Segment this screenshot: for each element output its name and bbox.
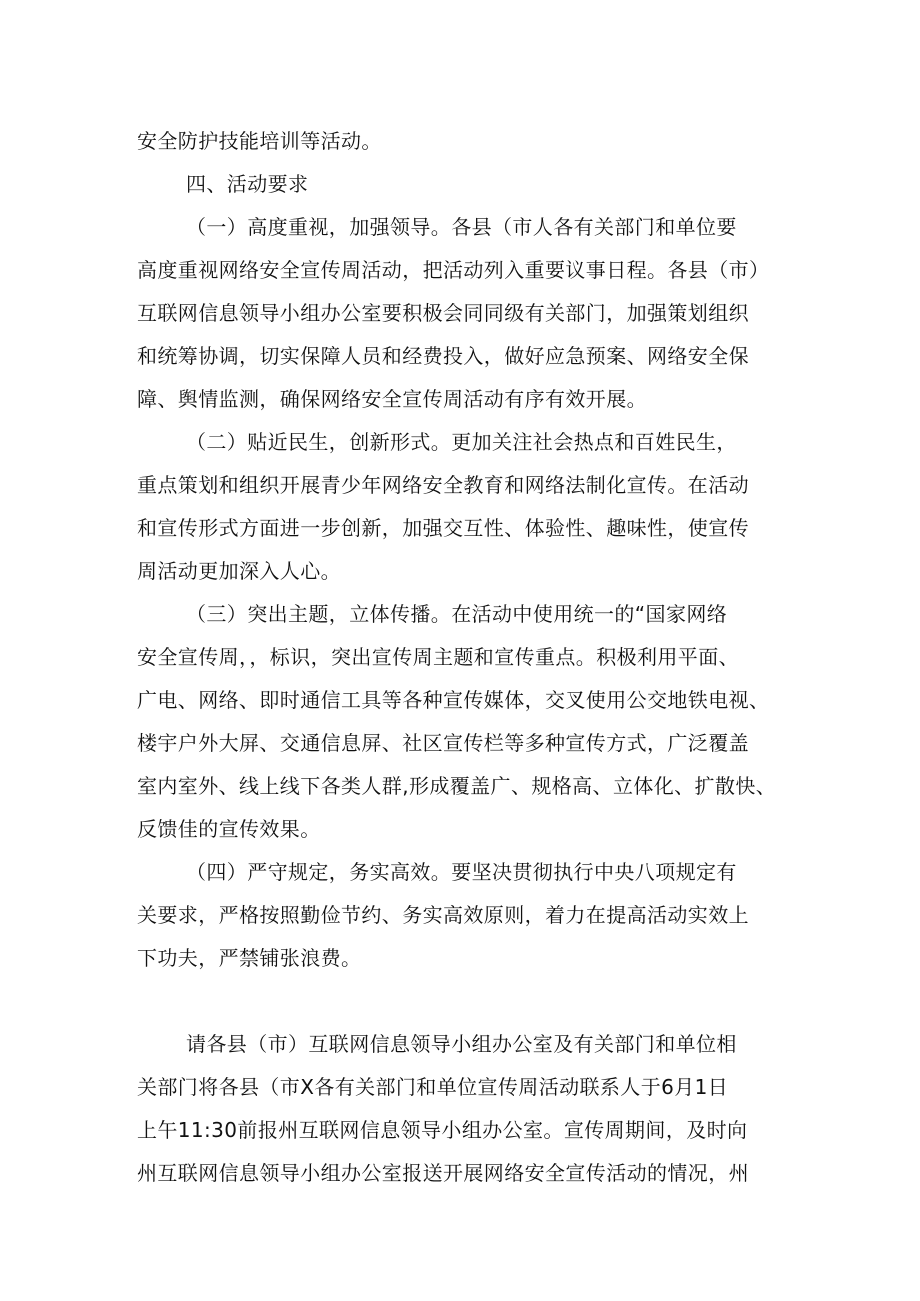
text-line: 安全宣传周，，标识，突出宣传周主题和宣传重点。积极利用平面、 — [137, 645, 739, 669]
text-line: 请各县（市）互联网信息领导小组办公室及有关部门和单位相 — [186, 1032, 737, 1056]
text-line: 关部门将各县（市X各有关部门和单位宣传周活动联系人于6月1日 — [137, 1075, 729, 1099]
text-line: （一）高度重视，加强领导。各县（市人各有关部门和单位要 — [186, 215, 737, 239]
text-line: 周活动更加深入人心。 — [137, 559, 341, 583]
text-line: （四）严守规定，务实高效。要坚决贯彻执行中央八项规定有 — [186, 860, 737, 884]
text-line: （二）贴近民生，创新形式。更加关注社会热点和百姓民生， — [186, 430, 737, 454]
text-line: 州互联网信息领导小组办公室报送开展网络安全宣传活动的情况，州 — [137, 1161, 749, 1185]
text-line: 楼宇户外大屏、交通信息屏、社区宣传栏等多种宣传方式，广泛覆盖 — [137, 731, 749, 755]
section-heading: 四、活动要求 — [186, 172, 309, 196]
text-line: 关要求，严格按照勤俭节约、务实高效原则，着力在提高活动实效上 — [137, 903, 749, 927]
text-line: 和统筹协调，切实保障人员和经费投入，做好应急预案、网络安全保 — [137, 344, 749, 368]
text-line: 重点策划和组织开展青少年网络安全教育和网络法制化宣传。在活动 — [137, 473, 749, 497]
text-line: 广电、网络、即时通信工具等各种宣传媒体，交叉使用公交地铁电视、 — [137, 688, 770, 712]
text-line: （三）突出主题，立体传播。在活动中使用统一的“国家网络 — [186, 602, 728, 626]
text-line: 反馈佳的宣传效果。 — [137, 817, 321, 841]
text-line: 室内室外、线上线下各类人群,形成覆盖广、规格高、立体化、扩散快、 — [137, 774, 777, 798]
text-line: 障、舆情监测，确保网络安全宣传周活动有序有效开展。 — [137, 387, 647, 411]
text-line: 下功夫，严禁铺张浪费。 — [137, 946, 362, 970]
text-line: 互联网信息领导小组办公室要积极会同同级有关部门，加强策划组织 — [137, 301, 749, 325]
text-line: 高度重视网络安全宣传周活动，把活动列入重要议事日程。各县（市） — [137, 258, 770, 282]
text-line: 和宣传形式方面进一步创新，加强交互性、体验性、趣味性，使宣传 — [137, 516, 749, 540]
text-line: 上午11:30前报州互联网信息领导小组办公室。宣传周期间，及时向 — [137, 1118, 748, 1142]
text-line: 安全防护技能培训等活动。 — [137, 129, 382, 153]
